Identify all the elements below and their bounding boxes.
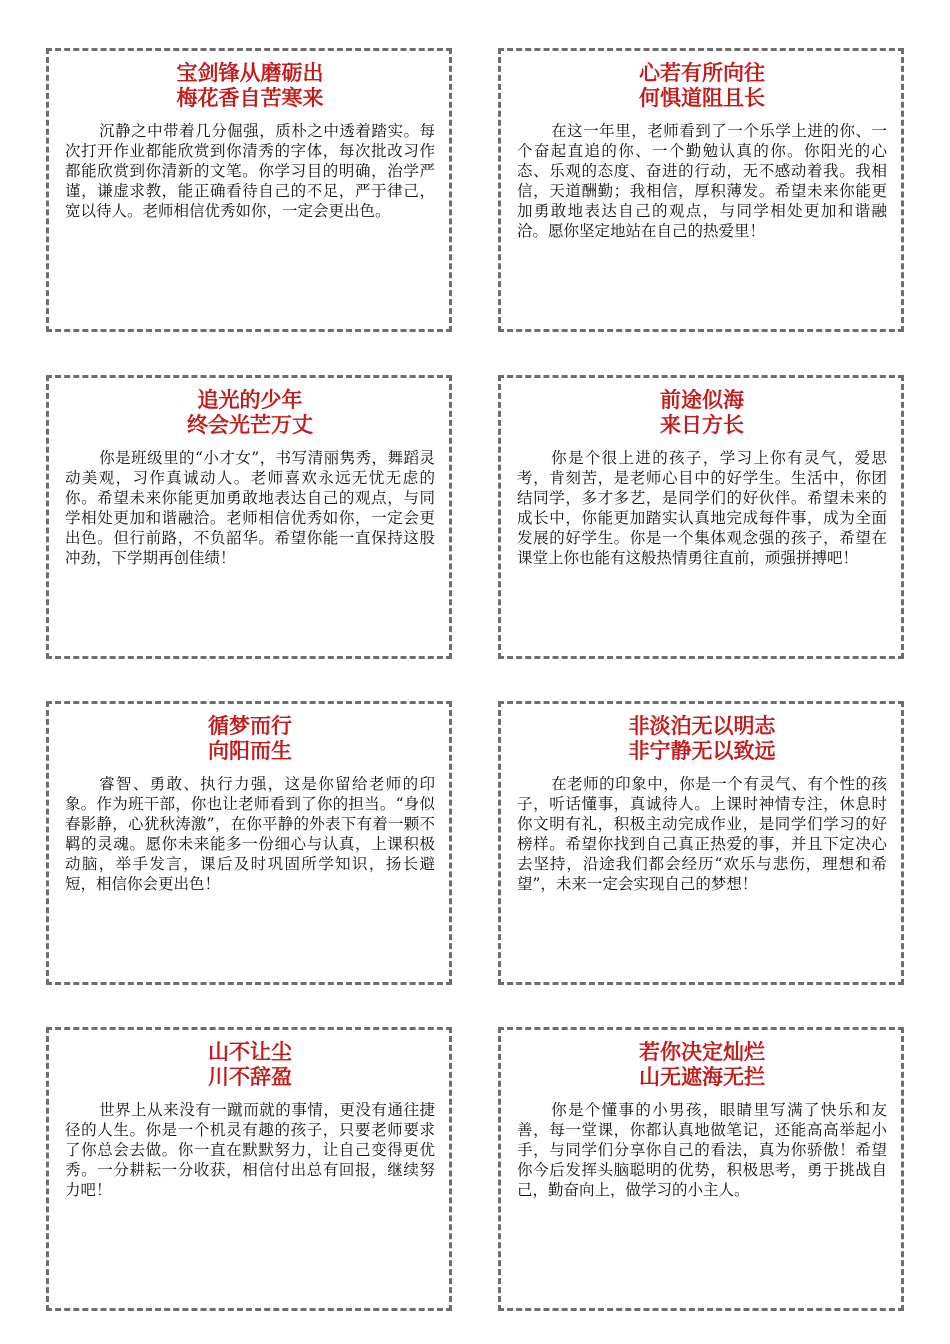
card-title-line-1: 山不让尘 bbox=[208, 1040, 292, 1064]
card-title bbox=[517, 61, 887, 111]
card-title bbox=[65, 61, 435, 111]
comment-card bbox=[46, 48, 452, 332]
comment-card bbox=[498, 1027, 904, 1311]
card-title-line-1: 追光的少年 bbox=[197, 388, 303, 412]
card-title-line-1: 若你决定灿烂 bbox=[639, 1040, 765, 1064]
card-body: 在这一年里，老师看到了一个乐学上进的你、一个奋起直追的你、一个勤勉认真的你。你阳光的心态、乐观的态度、奋进的行动，无不感动着我。我相信，天道酬勤；我相信，厚积薄发。希望未来你能更加勇敢地表达自己的观点，与同学相处更加和谐融洽。愿你坚定地站在自己的热爱里！ bbox=[517, 122, 887, 240]
comment-card bbox=[46, 1027, 452, 1311]
card-title-line-2: 终会光芒万丈 bbox=[187, 413, 313, 437]
card-title-line-2: 川不辞盈 bbox=[208, 1065, 292, 1089]
card-title-line-1: 非淡泊无以明志 bbox=[628, 714, 776, 738]
comment-card bbox=[498, 375, 904, 659]
card-title-line-2: 向阳而生 bbox=[208, 739, 292, 763]
card-body: 世界上从来没有一蹴而就的事情，更没有通往捷径的人生。你是一个机灵有趣的孩子，只要老师要求了你总会去做。你一直在默默努力，让自己变得更优秀。一分耕耘一分收获，相信付出总有回报，继续努力吧！ bbox=[65, 1101, 435, 1199]
card-title-line-1: 循梦而行 bbox=[208, 714, 292, 738]
card-title bbox=[65, 388, 435, 438]
comment-card bbox=[46, 701, 452, 985]
card-title bbox=[517, 1040, 887, 1090]
card-body: 沉静之中带着几分倔强，质朴之中透着踏实。每次打开作业都能欣赏到你清秀的字体，每次批改习作都能欣赏到你清新的文笔。你学习目的明确，治学严谨，谦虚求教，能正确看待自己的不足，严于律己，宽以待人。老师相信优秀如你，一定会更出色。 bbox=[65, 122, 435, 220]
card-title-line-2: 来日方长 bbox=[660, 413, 744, 437]
card-body: 你是个懂事的小男孩，眼睛里写满了快乐和友善，每一堂课，你都认真地做笔记，还能高高举起小手，与同学们分享你自己的看法，真为你骄傲！希望你今后发挥头脑聪明的优势，积极思考，勇于挑战自己，勤奋向上，做学习的小主人。 bbox=[517, 1101, 887, 1199]
card-title-line-1: 心若有所向往 bbox=[639, 61, 765, 85]
card-body: 你是个很上进的孩子，学习上你有灵气，爱思考，肯刻苦，是老师心目中的好学生。生活中，你团结同学，多才多艺，是同学们的好伙伴。希望未来的成长中，你能更加踏实认真地完成每件事，成为全面发展的好学生。你是一个集体观念强的孩子，希望在课堂上你也能有这般热情勇往直前，顽强拼搏吧！ bbox=[517, 449, 887, 567]
card-title-line-2: 山无遮海无拦 bbox=[639, 1065, 765, 1089]
card-title-line-1: 宝剑锋从磨砺出 bbox=[176, 61, 324, 85]
card-body: 睿智、勇敢、执行力强，这是你留给老师的印象。作为班干部，你也让老师看到了你的担当。“身似春影静，心犹秋涛激”，在你平静的外表下有着一颗不羁的灵魂。愿你未来能多一份细心与认真，上课积极动脑，举手发言，课后及时巩固所学知识，扬长避短，相信你会更出色！ bbox=[65, 775, 435, 893]
card-body: 你是班级里的“小才女”，书写清丽隽秀，舞蹈灵动美观，习作真诚动人。老师喜欢永远无忧无虑的你。希望未来你能更加勇敢地表达自己的观点，与同学相处更加和谐融洽。老师相信优秀如你，一定会更出色。但行前路，不负韶华。希望你能一直保持这股冲劲，下学期再创佳绩！ bbox=[65, 449, 435, 567]
card-title-line-2: 梅花香自苦寒来 bbox=[176, 86, 324, 110]
comment-card bbox=[46, 375, 452, 659]
card-title-line-2: 何惧道阻且长 bbox=[639, 86, 765, 110]
card-title bbox=[65, 714, 435, 764]
comment-card bbox=[498, 701, 904, 985]
card-title-line-1: 前途似海 bbox=[660, 388, 744, 412]
card-title bbox=[65, 1040, 435, 1090]
comment-card bbox=[498, 48, 904, 332]
card-title-line-2: 非宁静无以致远 bbox=[628, 739, 776, 763]
card-title bbox=[517, 388, 887, 438]
card-title bbox=[517, 714, 887, 764]
card-body: 在老师的印象中，你是一个有灵气、有个性的孩子，听话懂事，真诚待人。上课时神情专注，休息时你文明有礼，积极主动完成作业，是同学们学习的好榜样。希望你找到自己真正热爱的事，并且下定决心去坚持，沿途我们都会经历“欢乐与悲伤，理想和希望”，未来一定会实现自己的梦想！ bbox=[517, 775, 887, 893]
